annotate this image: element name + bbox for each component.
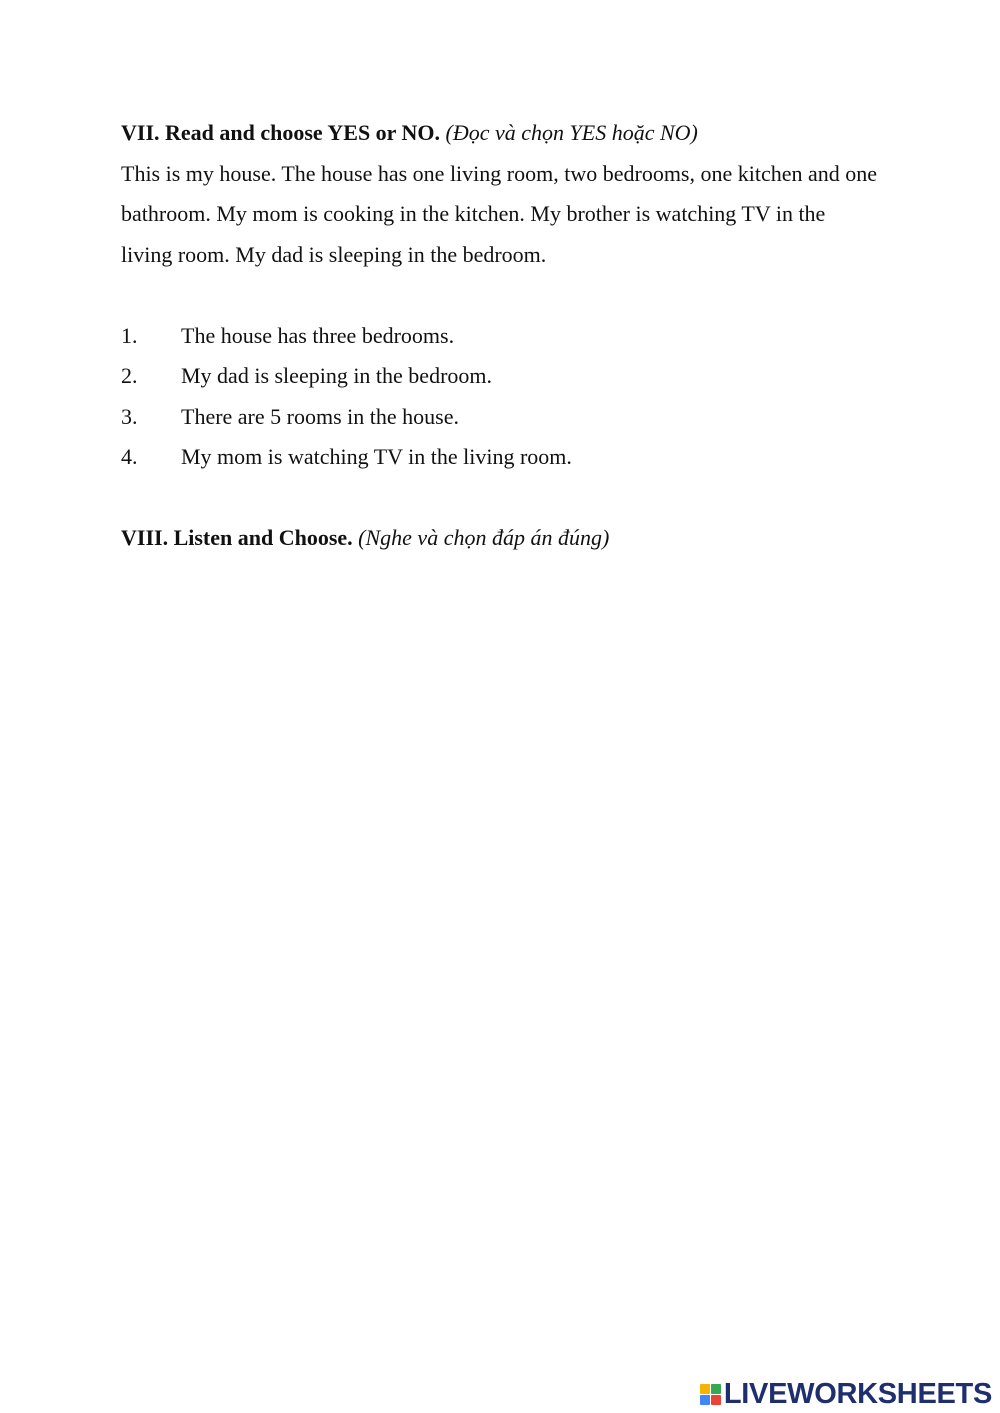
watermark-text: LIVEWORKSHEETS — [723, 1378, 992, 1410]
question-text: The house has three bedrooms. — [181, 322, 455, 348]
logo-square — [700, 1395, 710, 1405]
reading-passage: This is my house. The house has one living room, two bedrooms, one kitchen and one bathroom. My mom is cooking in the kitchen. My brother is watching TV in the living room. My dad is sleeping in the bedroom. — [121, 160, 878, 267]
question-item — [121, 356, 881, 397]
section-7-title: VII. Read and choose YES or NO. — [121, 120, 441, 145]
liveworksheets-logo-icon — [700, 1384, 721, 1405]
section-7-instruction: (Đọc và chọn YES hoặc NO) — [445, 120, 698, 145]
question-number: 2. — [121, 363, 138, 388]
question-text: My dad is sleeping in the bedroom. — [181, 363, 493, 388]
question-number: 1. — [121, 322, 138, 348]
question-item — [121, 316, 881, 357]
question-text: My mom is watching TV in the living room. — [181, 444, 572, 469]
logo-square — [700, 1384, 710, 1394]
liveworksheets-watermark — [700, 1380, 992, 1409]
worksheet-content — [121, 113, 881, 559]
question-number: 3. — [121, 403, 138, 429]
question-text: There are 5 rooms in the house. — [181, 403, 459, 429]
logo-square — [711, 1384, 721, 1394]
section-8-instruction: (Nghe và chọn đáp án đúng) — [358, 525, 610, 550]
question-list — [121, 316, 881, 478]
section-8-title: VIII. Listen and Choose. — [121, 525, 353, 550]
section-7-heading — [121, 113, 881, 154]
question-number: 4. — [121, 444, 138, 469]
question-item — [121, 397, 881, 438]
section-8-heading — [121, 518, 881, 559]
question-item — [121, 437, 881, 478]
logo-square — [711, 1395, 721, 1405]
